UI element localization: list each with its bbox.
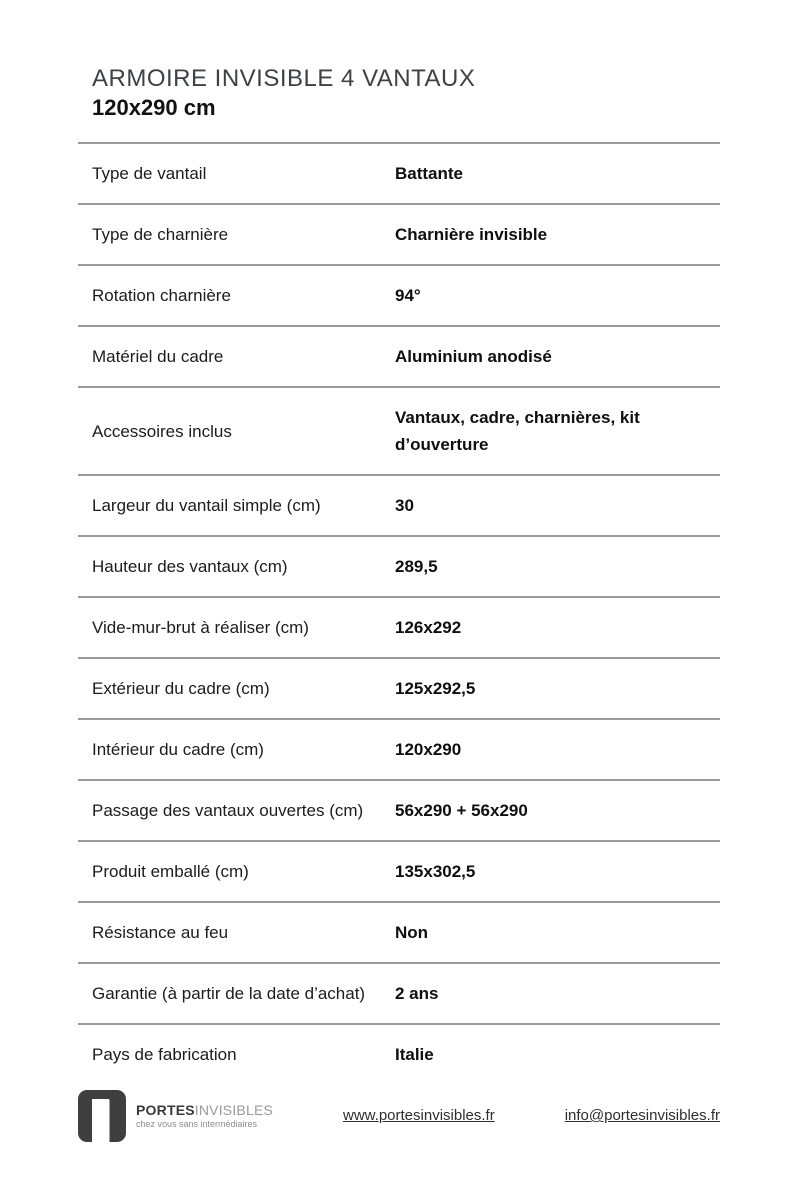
table-row <box>78 657 720 718</box>
product-title: ARMOIRE INVISIBLE 4 VANTAUX <box>92 65 476 92</box>
spec-value: Non <box>395 923 429 942</box>
website-link[interactable]: www.portesinvisibles.fr <box>343 1107 495 1124</box>
spec-label: Extérieur du cadre (cm) <box>92 679 270 698</box>
spec-label: Largeur du vantail simple (cm) <box>92 496 321 515</box>
spec-label: Rotation charnière <box>92 286 231 305</box>
spec-value: 30 <box>395 496 414 515</box>
table-row <box>78 840 720 901</box>
page-footer <box>78 1090 720 1142</box>
spec-label: Accessoires inclus <box>92 421 232 441</box>
brand-tagline: chez vous sans intermédiaires <box>136 1119 258 1129</box>
page-header <box>78 64 720 122</box>
spec-label: Résistance au feu <box>92 923 229 942</box>
spec-value: 289,5 <box>395 557 438 576</box>
spec-label: Type de vantail <box>92 164 207 183</box>
product-dimensions: 120x290 cm <box>92 95 216 120</box>
spec-value: 135x302,5 <box>395 862 476 881</box>
spec-value: Battante <box>395 164 464 183</box>
spec-value: Charnière invisible <box>395 225 548 244</box>
table-row <box>78 962 720 1023</box>
table-row <box>78 1023 720 1084</box>
spec-value: Aluminium anodisé <box>395 347 552 366</box>
spec-value: 2 ans <box>395 984 439 1003</box>
spec-label: Type de charnière <box>92 225 229 244</box>
spec-label: Intérieur du cadre (cm) <box>92 740 264 759</box>
brand-name-bold: PORTES <box>136 1102 195 1118</box>
brand-name <box>136 1102 273 1118</box>
table-row <box>78 264 720 325</box>
email-link[interactable]: info@portesinvisibles.fr <box>564 1107 720 1124</box>
spec-label: Produit emballé (cm) <box>92 862 249 881</box>
spec-value: 126x292 <box>395 618 462 637</box>
table-row <box>78 142 720 203</box>
table-row <box>78 325 720 386</box>
spec-value: 125x292,5 <box>395 679 476 698</box>
brand-name-light: INVISIBLES <box>194 1102 274 1118</box>
spec-value: 56x290 + 56x290 <box>395 801 528 820</box>
table-row <box>78 779 720 840</box>
table-row <box>78 386 720 474</box>
table-row <box>78 474 720 535</box>
table-row <box>78 203 720 264</box>
spec-label: Matériel du cadre <box>92 347 224 366</box>
table-row <box>78 596 720 657</box>
spec-value: 94° <box>395 286 421 305</box>
spec-label: Garantie (à partir de la date d’achat) <box>92 984 366 1003</box>
table-row <box>78 718 720 779</box>
brand-text <box>136 1102 273 1130</box>
door-logo-icon <box>78 1090 126 1142</box>
brand-logo <box>78 1090 273 1142</box>
spec-value: Italie <box>395 1045 434 1064</box>
spec-table <box>78 142 720 1084</box>
spec-label: Vide-mur-brut à réaliser (cm) <box>92 618 309 637</box>
spec-value: 120x290 <box>395 740 462 759</box>
spec-label: Passage des vantaux ouvertes (cm) <box>92 801 364 820</box>
table-row <box>78 535 720 596</box>
spec-label: Pays de fabrication <box>92 1045 237 1064</box>
spec-label: Hauteur des vantaux (cm) <box>92 557 288 576</box>
spec-value: Vantaux, cadre, charnières, kit d’ouverture <box>395 408 640 454</box>
table-row <box>78 901 720 962</box>
